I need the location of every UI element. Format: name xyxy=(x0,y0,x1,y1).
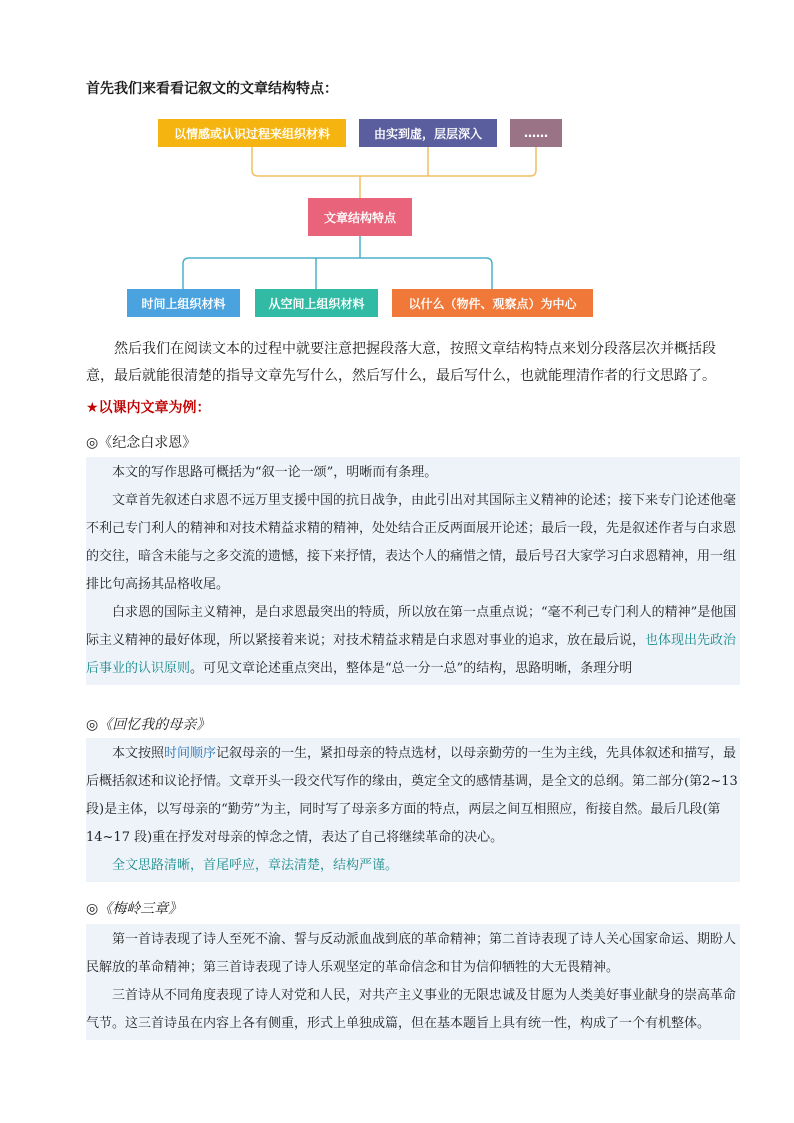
s1-paragraph-3 xyxy=(86,599,740,683)
s1-p3-text-c: 。可见文章论述重点突出，整体是“总一分一总”的结构，思路明晰，条理分明 xyxy=(190,661,633,676)
s3-paragraph-1: 第一首诗表现了诗人至死不渝、誓与反动派血战到底的革命精神；第二首诗表现了诗人关心国家命运、期盼人民解放的革命精神；第三首诗表现了诗人乐观坚定的革命信念和甘为信仰牺牲的大无畏精神。 xyxy=(86,932,737,975)
s2-p1-text-c: 记叙母亲的一生，紧扣母亲的特点选材，以母亲勤劳的一生为主线，先具体叙述和描写，最后概括叙述和议论抒情。文章开头一段交代写作的缘由，奠定全文的感情基调，是全文的总纲。第二部分(第2~13段)是主体，以写母亲的“勤劳”为主，同时写了母亲多方面的特点，两层之间互相照应，衔接自然。最后几段(第14~17 段)重在抒发对母亲的悼念之情，表达了自己将继续革命的决心。 xyxy=(86,746,738,845)
section-panel-mother xyxy=(86,738,740,882)
section-title-mother: ◎《回忆我的母亲》 xyxy=(86,717,211,733)
s2-paragraph-2: 全文思路清晰，首尾呼应，章法清楚，结构严谨。 xyxy=(112,858,399,873)
section-panel-meiling xyxy=(86,924,740,1040)
s2-p1-highlight: 时间顺序 xyxy=(164,746,217,761)
s2-p1-text-a: 本文按照 xyxy=(112,746,165,761)
s1-p3-highlight: 也体现出先政治后事业的认识原则 xyxy=(86,633,737,676)
s3-paragraph-2: 三首诗从不同角度表现了诗人对党和人民，对共产主义事业的无限忠诚及甘愿为人类美好事业献身的崇高革命气节。这三首诗虽在内容上各有侧重，形式上单独成篇，但在基本题旨上具有统一性，构成了一个有机整体。 xyxy=(86,988,737,1031)
paragraph-text: 然后我们在阅读文本的过程中就要注意把握段落大意，按照文章结构特点来划分段落层次并概括段意，最后就能很清楚的指导文章先写什么，然后写什么，最后写什么，也就能理清作者的行文思路了。 xyxy=(86,341,716,384)
structure-box-space: 从空间上组织材料 xyxy=(255,289,378,317)
section-title-bai-qiuen: ◎《纪念白求恩》 xyxy=(86,435,197,451)
s2-paragraph-1 xyxy=(86,740,740,852)
section-panel-bai-qiuen xyxy=(86,457,740,685)
structure-box-ellipsis: …… xyxy=(510,119,562,147)
structure-box-real-to-virtual: 由实到虚，层层深入 xyxy=(359,119,497,147)
intro-heading: 首先我们来看看记叙文的文章结构特点： xyxy=(86,81,338,97)
body-paragraph xyxy=(86,336,740,390)
structure-box-center-object: 以什么（物件、观察点）为中心 xyxy=(392,289,593,317)
structure-center-box: 文章结构特点 xyxy=(308,198,412,236)
s1-paragraph-2: 文章首先叙述白求恩不远万里支援中国的抗日战争，由此引出对其国际主义精神的论述；接下来专门论述他毫不利己专门利人的精神和对技术精益求精的精神，处处结合正反两面展开论述；最后一段，先是叙述作者与白求恩的交往，暗含未能与之多交流的遗憾，接下来抒情，表达个人的痛惜之情，最后号召大家学习白求恩精神，用一组排比句高扬其品格收尾。 xyxy=(86,493,737,592)
s1-p3-text-a: 白求恩的国际主义精神，是白求恩最突出的特质，所以放在第一点重点说；“毫不利己专门利人的精神”是他国际主义精神的最好体现，所以紧接着来说；对技术精益求精是白求恩对事业的追求，放在最后说， xyxy=(86,605,737,648)
structure-box-emotion: 以情感或认识过程来组织材料 xyxy=(158,119,346,147)
structure-box-time: 时间上组织材料 xyxy=(127,289,240,317)
s1-paragraph-1: 本文的写作思路可概括为“叙一论一颂”，明晰而有条理。 xyxy=(112,465,438,480)
bottom-connector-lines xyxy=(183,236,492,289)
top-connector-lines xyxy=(252,147,536,198)
section-title-meiling: ◎《梅岭三章》 xyxy=(86,901,183,917)
example-heading: ★以课内文章为例： xyxy=(86,400,211,416)
